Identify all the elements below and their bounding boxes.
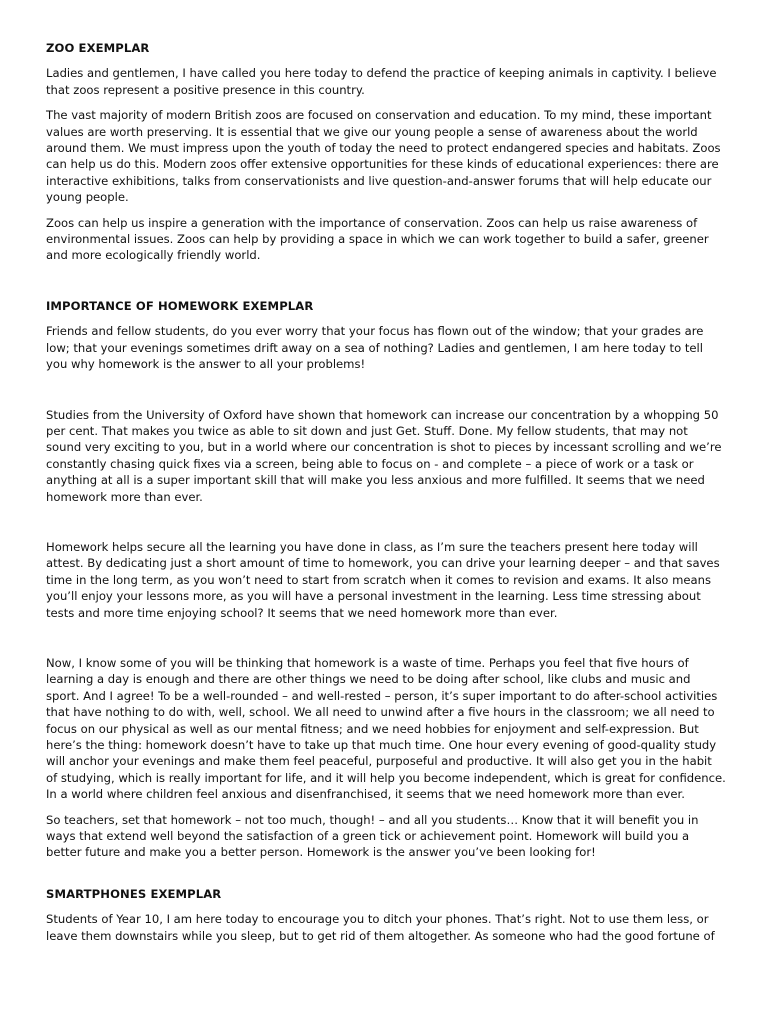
paragraph: Homework helps secure all the learning you have done in class, as I’m sure the teachers present here today will attest. By dedicating just a short amount of time to homework, you can drive your learning deeper – and that saves time in the long term, as you won’t need to start from scratch when it comes to revision and exams. It also means you’ll enjoy your lessons more, as you will have a personal investment in the learning. Less time stressing about tests and more time enjoying school? It seems that we need homework more than ever. — [46, 539, 720, 620]
section-heading-zoo: ZOO EXEMPLAR — [46, 41, 150, 55]
paragraph: So teachers, set that homework – not too much, though! – and all you students… Know that it will benefit you in ways that extend well beyond the satisfaction of a green tick or achievement point. Homework will build you a better future and make you a better person. Homework is the answer you’ve been looking for! — [46, 812, 699, 860]
section-heading-homework: IMPORTANCE OF HOMEWORK EXEMPLAR — [46, 298, 314, 313]
paragraph: Now, I know some of you will be thinking that homework is a waste of time. Perhaps you feel that five hours of learning a day is enough and there are other things we need to be doing after school, like clubs and music and sport. And I agree! To be a well-rounded – and well-rested – person, it’s super important to do after-school activities that have nothing to do with, well, school. We all need to unwind after a five hours in the classroom; we all need to focus on our physical as well as our mental fitness; and we need hobbies for enjoyment and self-expression. But here’s the thing: homework doesn’t have to take up that much time. One hour every evening of good-quality study will anchor your evenings and make them feel peaceful, purposeful and productive. It will also get you in the habit of studying, which is really important for life, and it will help you become independent, which is great for confidence. In a world where children feel anxious and disenfranchised, it seems that we need homework more than ever. — [46, 655, 726, 802]
document-page — [46, 40, 726, 944]
paragraph: Studies from the University of Oxford have shown that homework can increase our concentration by a whopping 50 per cent. That makes you twice as able to sit down and just Get. Stuff. Done. My fellow students, that may not sound very exciting to you, but in a world where our concentration is shot to pieces by incessant scrolling and we’re constantly chasing quick fixes via a screen, being able to focus on - and complete – a piece of work or a task or anything at all is a super important skill that will make you less anxious and more fulfilled. It seems that we need homework more than ever. — [46, 407, 722, 504]
section-heading-smartphones: SMARTPHONES EXEMPLAR — [46, 886, 222, 901]
paragraph: Ladies and gentlemen, I have called you here today to defend the practice of keeping animals in captivity. I believe that zoos represent a positive presence in this country. — [46, 66, 717, 97]
paragraph: Zoos can help us inspire a generation with the importance of conservation. Zoos can help us raise awareness of environmental issues. Zoos can help by providing a space in which we can work together to build a safer, greener and more ecologically friendly world. — [46, 215, 709, 263]
paragraph: Friends and fellow students, do you ever worry that your focus has flown out of the window; that your grades are low; that your evenings sometimes drift away on a sea of nothing? Ladies and gentlemen, I am here today to tell you why homework is the answer to all your problems! — [46, 324, 704, 372]
paragraph: The vast majority of modern British zoos are focused on conservation and education. To my mind, these important values are worth preserving. It is essential that we give our young people a sense of awareness about the world around them. We must impress upon the youth of today the need to protect endangered species and habitats. Zoos can help us do this. Modern zoos offer extensive opportunities for these kinds of educational experiences: there are interactive exhibitions, talks from conservationists and live question-and-answer forums that will help educate our young people. — [46, 108, 721, 205]
paragraph: Students of Year 10, I am here today to encourage you to ditch your phones. That’s right. Not to use them less, or leave them downstairs while you sleep, but to get rid of them altogether. As someone who had the good fortune of — [46, 912, 715, 943]
